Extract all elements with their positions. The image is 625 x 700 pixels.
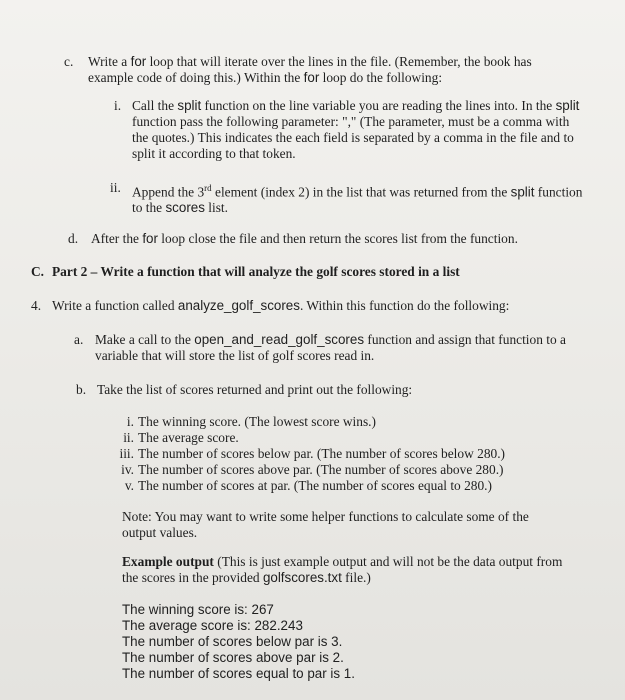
- item-d-text: After the for loop close the file and then return the scores list from the function.: [91, 231, 518, 246]
- item-c-i-marker: i.: [114, 98, 122, 113]
- code-for: for: [142, 231, 158, 246]
- item-4a-text: Make a call to the open_and_read_golf_scores function and assign that function to a variable that will store the list of golf scores read in.: [95, 332, 566, 363]
- item-4-text: Write a function called analyze_golf_scores. Within this function do the following:: [52, 298, 510, 313]
- code-split: split: [510, 184, 535, 200]
- output-line: The number of scores equal to par is 1.: [122, 666, 355, 681]
- output-line: The number of scores below par is 3.: [122, 634, 343, 649]
- code-scores: scores: [165, 200, 205, 216]
- example-label: Example output: [122, 554, 214, 569]
- example-output: [122, 602, 522, 682]
- example-description: Example output (This is just example output and will not be the data output from the scores in the provided golfscores.txt file.): [122, 554, 563, 585]
- code-split: split: [177, 98, 202, 113]
- item-c-marker: c.: [64, 54, 74, 69]
- section-c-title: Part 2 – Write a function that will analyze the golf scores stored in a list: [52, 264, 460, 279]
- item-c-text: Write a for loop that will iterate over the lines in the file. (Remember, the book has example code of doing this.) Within the for loop do the following:: [88, 54, 532, 85]
- filename: golfscores.txt: [262, 570, 342, 585]
- roman-list: i. The winning score. (The lowest score wins.) ii. The average score. iii. The number of scores below par. (The number of scores below 280.) iv. The number of scores above par. (The number of scores above 280.) v. The number of scores at par. (The number of scores equal to 280.): [119, 414, 506, 493]
- item-d-marker: d.: [68, 231, 79, 246]
- output-line: The winning score is: 267: [122, 602, 274, 617]
- item-4b-marker: b.: [76, 382, 87, 397]
- item-4a-marker: a.: [74, 332, 84, 347]
- helper-note: Note: You may want to write some helper functions to calculate some of the output values.: [122, 509, 529, 540]
- code-for: for: [303, 70, 320, 85]
- output-line: The average score is: 282.243: [122, 618, 303, 633]
- code-analyze-golf-scores: analyze_golf_scores: [177, 298, 300, 313]
- code-open-and-read: open_and_read_golf_scores: [194, 332, 365, 347]
- item-4b-text: Take the list of scores returned and print out the following:: [97, 382, 413, 397]
- code-for: for: [130, 54, 147, 69]
- item-c-i-text: Call the split function on the line variable you are reading the lines into. In the split function pass the following parameter: "," (The parameter, must be a comma with the quotes.) This indicates the each field is separated by a comma in the file and to split it according to that token.: [132, 98, 580, 161]
- output-line: The number of scores above par is 2.: [122, 650, 344, 665]
- section-c-marker: C.: [31, 264, 45, 279]
- item-c-ii-marker: ii.: [110, 180, 121, 195]
- item-4-marker: 4.: [31, 298, 42, 313]
- item-c-ii-text: Append the 3rd element (index 2) in the list that was returned from the split function to the scores list.: [132, 183, 583, 216]
- code-split: split: [555, 98, 580, 113]
